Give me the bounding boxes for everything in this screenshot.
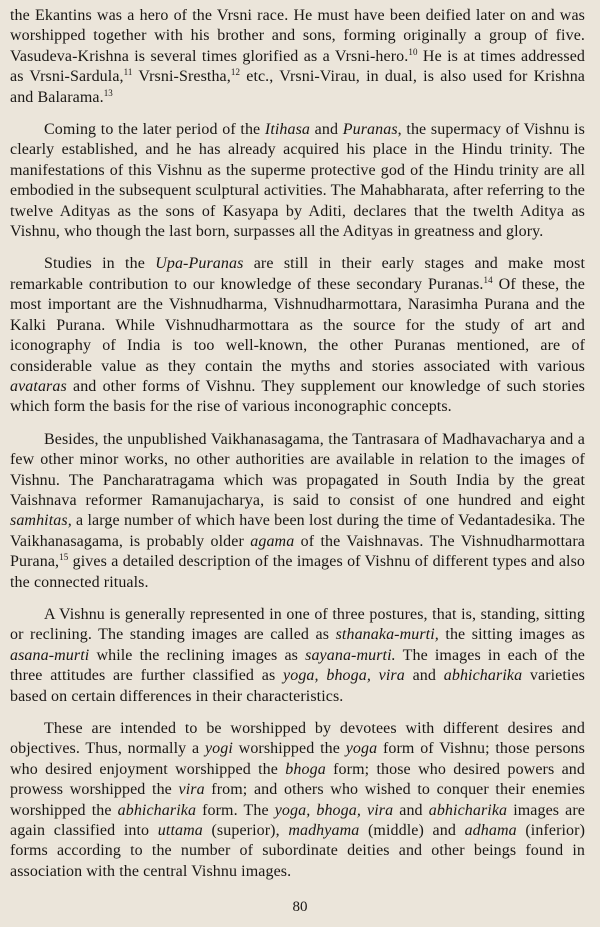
- text-run: are still in their early stages and make most remarkable contribution to our knowledge of these secondary Puranas.: [10, 255, 585, 293]
- text-run: Of these, the most important are the Vishnudharma, Vishnudharmottara, Narasimha Purana and the Kalki Purana. While Vishnudharmottara as the source for the study of art and iconography of India is too well-known, the other Puranas mentioned, are of considerable value as they contain the myths and stories associated with various: [10, 275, 585, 375]
- paragraph-2: [10, 120, 585, 242]
- italic-term: Upa-Puranas: [155, 255, 244, 273]
- text-run: form; those who desired powers and prowess worshipped the: [10, 760, 585, 799]
- text-run: and other forms of Vishnu. They supplement our knowledge of such stories which form the basis for the rise of various inconographic concepts.: [10, 377, 585, 416]
- footnote-ref: 14: [483, 274, 493, 285]
- footnote-ref: 12: [230, 67, 241, 78]
- text-run: the sitting images as: [438, 626, 585, 644]
- text-run: Studies in the: [44, 255, 156, 273]
- italic-term: samhitas,: [10, 512, 72, 530]
- text-run: Vrsni-Srestha,: [132, 68, 231, 86]
- italic-term: avataras: [10, 377, 67, 395]
- italic-term: sthanaka-murti,: [335, 626, 439, 644]
- text-run: These are intended to be worshipped by devotees with different desires and objectives. Thus, normally a: [10, 720, 585, 758]
- text-run: (middle) and: [359, 822, 465, 840]
- text-run: and: [393, 801, 429, 819]
- text-run: worshipped the: [232, 740, 346, 758]
- italic-term: adhama: [464, 822, 517, 840]
- text-run: varieties based on certain differences in their characteristics.: [10, 667, 586, 705]
- italic-term: abhicharika: [443, 667, 523, 685]
- italic-term: agama: [250, 532, 295, 550]
- paragraph-3: [10, 254, 585, 417]
- footnote-ref: 13: [103, 87, 113, 98]
- paragraph-1: [10, 6, 585, 108]
- italic-term: bhoga: [285, 760, 326, 778]
- page-number: 80: [292, 899, 308, 915]
- italic-term: abhicharika: [117, 801, 197, 819]
- text-run: Coming to the later period of the: [44, 121, 265, 139]
- body-text: [10, 6, 585, 894]
- text-run: from; and others who wished to conquer their enemies worshipped the: [10, 781, 585, 819]
- text-run: and: [310, 121, 343, 139]
- text-run: and: [404, 667, 444, 685]
- footnote-ref: 15: [59, 552, 69, 563]
- text-run: etc., Vrsni-Virau, in dual, is also used for Krishna and Balarama.: [10, 68, 585, 106]
- paragraph-6: [10, 719, 585, 882]
- footnote-ref: 11: [123, 67, 133, 78]
- italic-term: uttama: [157, 822, 203, 840]
- text-run: The images in each of the three attitudes are further classified as: [10, 646, 585, 685]
- italic-term: yoga: [345, 740, 378, 758]
- italic-term: yogi: [204, 740, 233, 758]
- paragraph-4: [10, 430, 585, 593]
- italic-term: sayana-murti.: [305, 646, 396, 664]
- italic-term: vira: [178, 781, 205, 799]
- italic-term: yoga, bhoga, vira: [274, 801, 394, 819]
- text-run: (superior),: [202, 822, 289, 840]
- text-run: Besides, the unpublished Vaikhanasagama, the Tantrasara of Madhavacharya and a few other minor works, no other authorities are available in relation to the images of Vishnu. The Pancharatragama which was propagated in South India by the great Vaishnava reformer Ramanujacharya, is said to consist of one hundred and eight: [10, 430, 585, 509]
- paragraph-5: [10, 605, 585, 707]
- text-run: images are again classified into: [10, 801, 586, 840]
- footnote-ref: 10: [408, 46, 418, 57]
- text-run: form of Vishnu; those persons who desired enjoyment worshipped the: [10, 740, 585, 778]
- text-run: A Vishnu is generally represented in one of three postures, that is, standing, sitting or reclining. The standing images are called as: [10, 605, 585, 644]
- text-run: of the Vaishnavas. The Vishnudharmottara Purana,: [10, 532, 585, 571]
- italic-term: Puranas: [342, 121, 398, 139]
- text-run: , the supermacy of Vishnu is clearly established, and he has already acquired his place in the Hindu trinity. The manifestations of this Vishnu as the superme protective god of the Hindu trinity are all embodied in the subsequent sculptural activities. The Mahabharata, after referring to the twelve Adityas as the sons of Kasyapa by Aditi, declares that the twelth Aditya as Vishnu, who though the last born, surpasses all the Adityas in greatness and glory.: [10, 121, 585, 241]
- italic-term: abhicharika: [428, 801, 508, 819]
- text-run: the Ekantins was a hero of the Vrsni race. He must have been deified later on and was worshipped together with his brother and sons, forming originally a group of five. Vasudeva-Krishna is several times glorified as a Vrsni-hero.: [10, 7, 585, 65]
- text-run: (inferior) forms according to the number of subordinate deities and other beings found in association with the central Vishnu images.: [10, 822, 586, 880]
- italic-term: madhyama: [288, 822, 360, 840]
- text-run: He is at times addressed as Vrsni-Sardula,: [10, 47, 585, 86]
- text-run: while the reclining images as: [89, 646, 306, 664]
- text-run: gives a detailed description of the images of Vishnu of different types and also the connected rituals.: [10, 553, 585, 591]
- text-run: a large number of which have been lost during the time of Vedantadesika. The Vaikhanasagama, is probably older: [10, 512, 585, 550]
- italic-term: asana-murti: [10, 646, 90, 664]
- italic-term: Itihasa: [264, 121, 311, 139]
- italic-term: yoga, bhoga, vira: [283, 667, 405, 685]
- text-run: form. The: [196, 801, 275, 819]
